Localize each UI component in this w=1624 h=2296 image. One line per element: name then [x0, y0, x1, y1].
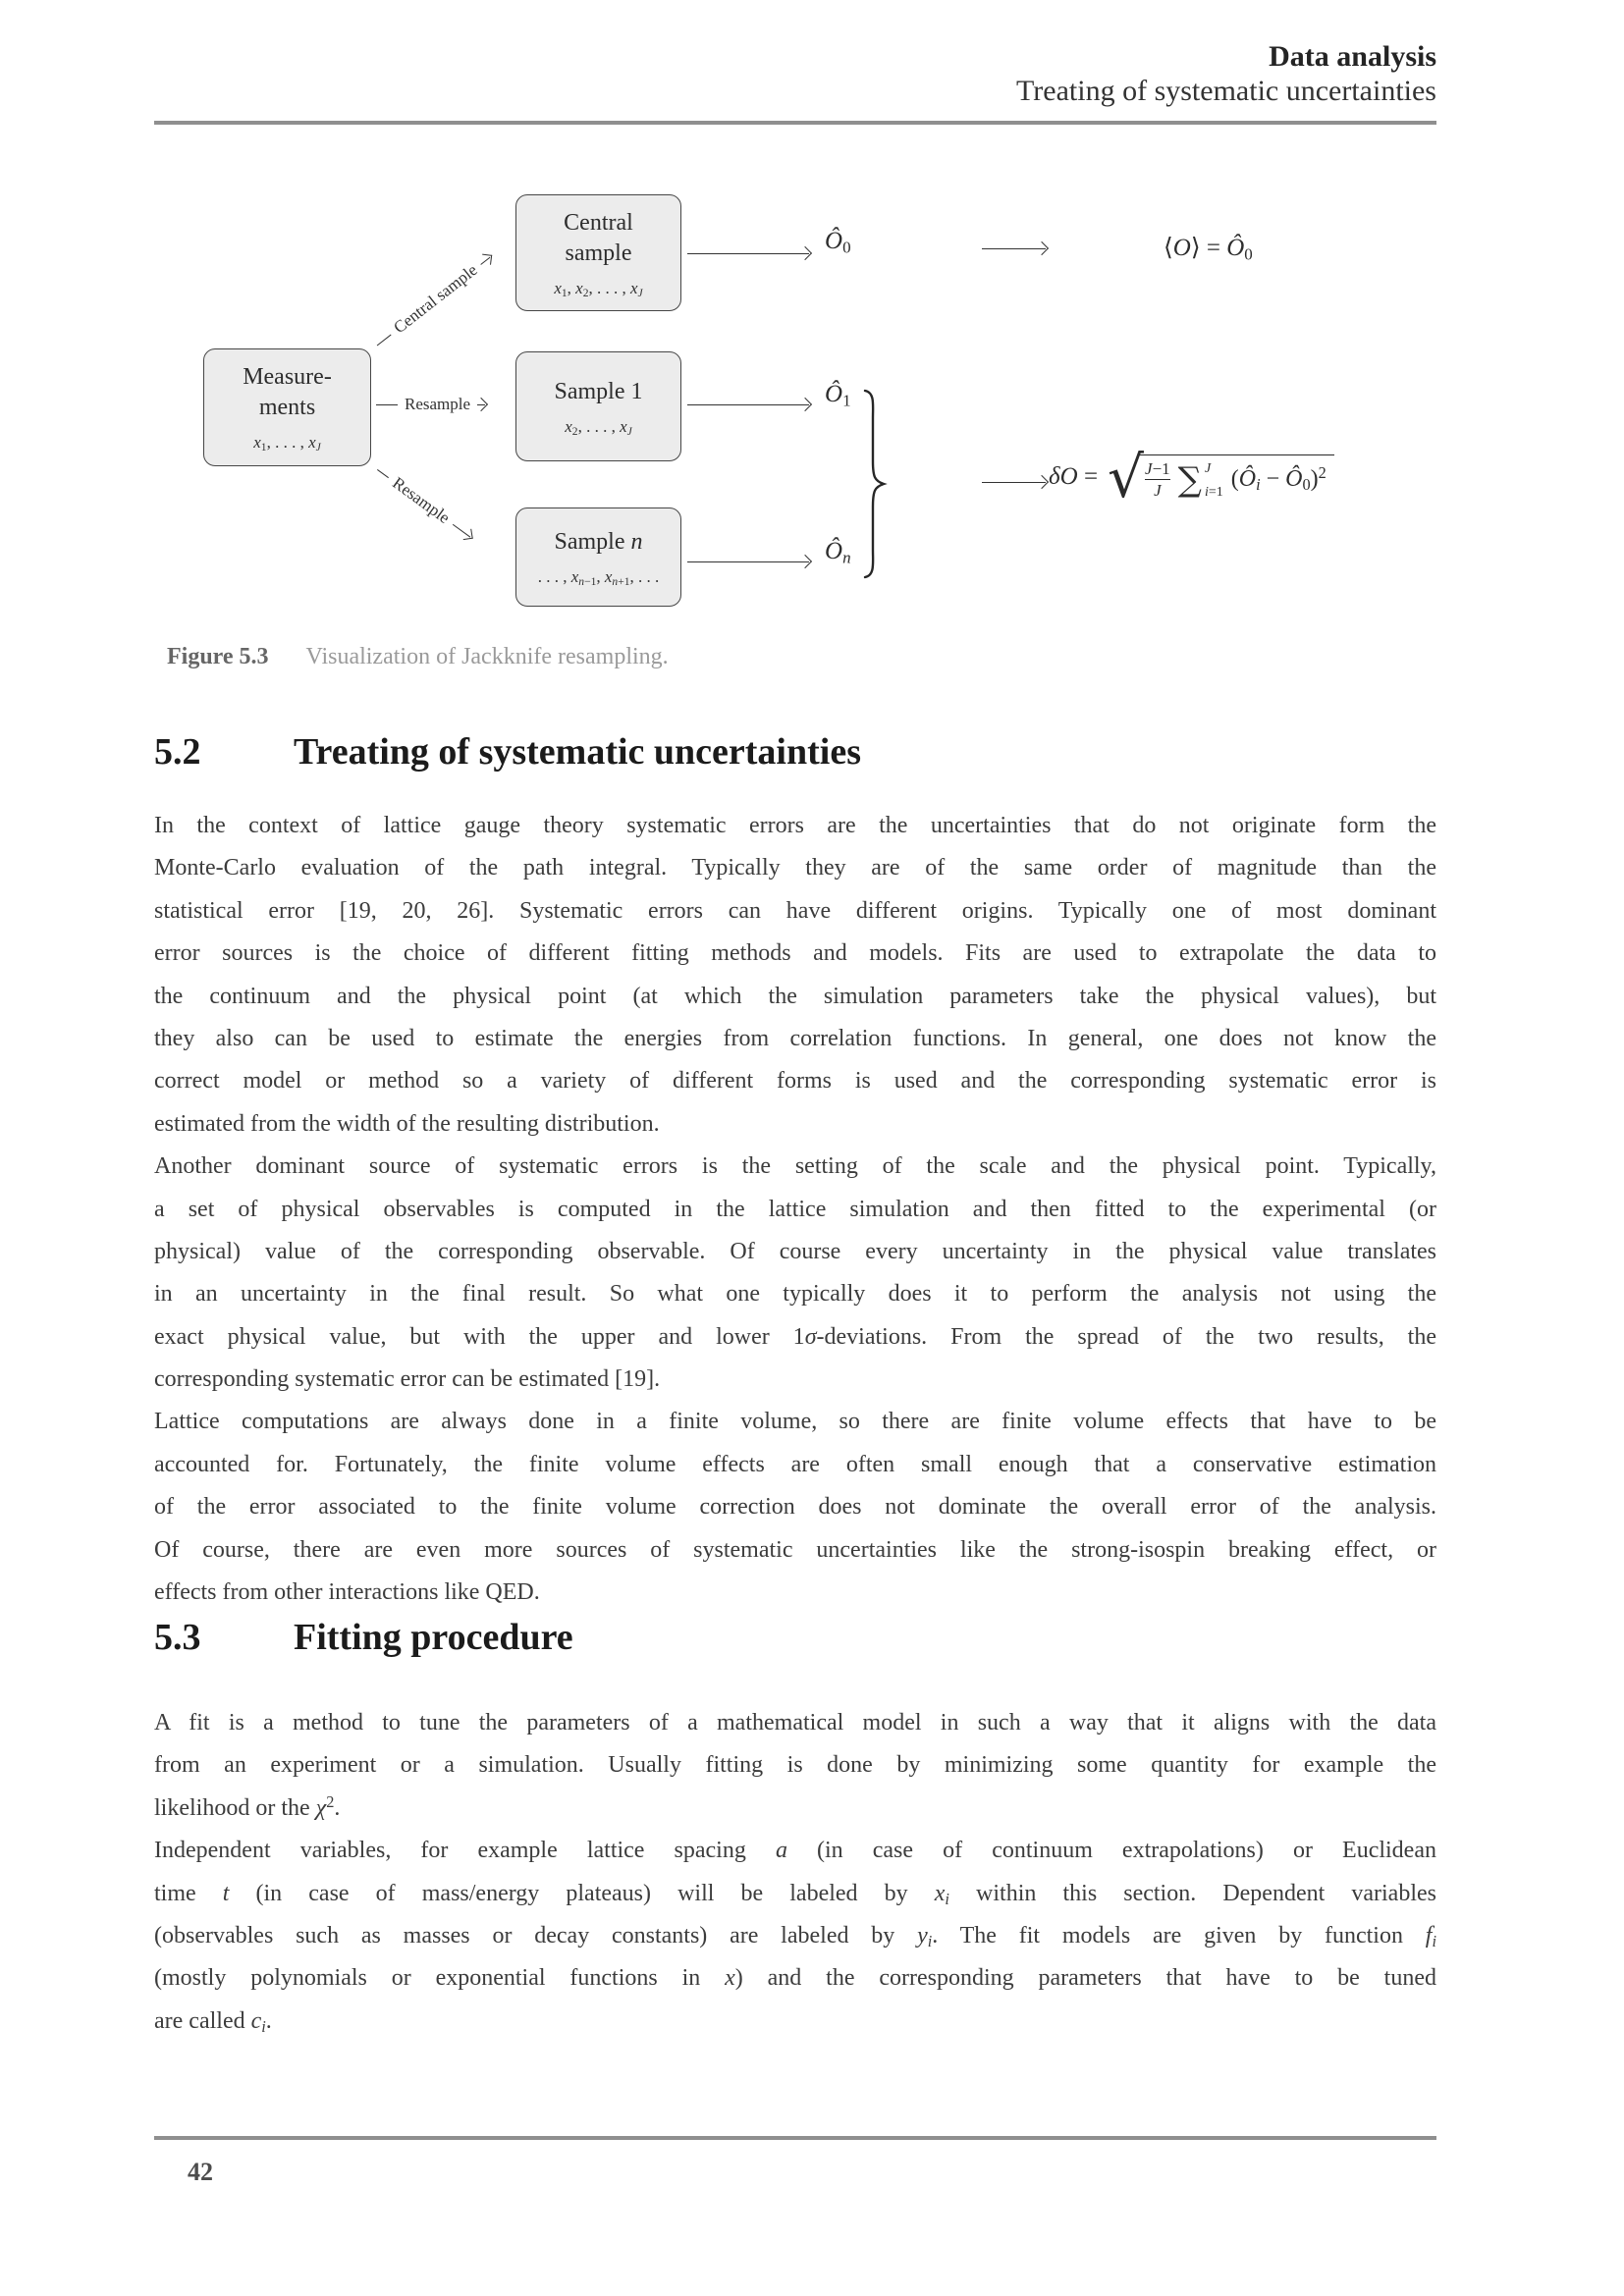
text-line: correct model or method so a variety of different forms is used and the corresponding systematic error is	[154, 1068, 1436, 1095]
section-5-3-body	[154, 1702, 1436, 2043]
central-box-title: Central	[564, 209, 633, 236]
text-line: Monte-Carlo evaluation of the path integral. Typically they are of the same order of magnitude than the	[154, 855, 1436, 881]
fraction-denominator: J	[1154, 481, 1162, 501]
arrow-samplen-to-on	[687, 554, 810, 569]
resample-edge-label: Resample	[405, 395, 471, 413]
arrowhead-icon	[461, 529, 472, 540]
resample-down-edge-label: Resample	[389, 473, 454, 528]
page-header	[154, 39, 1436, 108]
text-line: statistical error [19, 20, 26]. Systematic errors can have different origins. Typically one of most dominant	[154, 897, 1436, 924]
estimator-on: $Ô_n$	[825, 538, 851, 567]
text-line: physical) value of the corresponding observable. Of course every uncertainty in the physical value translates	[154, 1238, 1436, 1264]
implies-arrow-top	[982, 240, 1047, 256]
measurements-box-sub: $x_1$, . . . , $x_J$	[253, 433, 321, 454]
measurements-box-title2: ments	[258, 395, 316, 420]
text-line: A fit is a method to tune the parameters of a mathematical model in such a way that it aligns with the data	[154, 1710, 1436, 1735]
arrowhead-icon	[798, 555, 812, 568]
section-title: Fitting procedure	[294, 1617, 573, 1658]
section-number: 5.3	[154, 1617, 201, 1658]
text-line: of the error associated to the finite volume correction does not dominate the overall error of the analysis.	[154, 1494, 1436, 1521]
text-line: Lattice computations are always done in a finite volume, so there are finite volume effects that have to be	[154, 1409, 1436, 1435]
arrow-line	[687, 253, 809, 254]
text-line: exact physical value, but with the upper and lower 1σ-deviations. From the spread of the two results, the	[154, 1323, 1436, 1350]
text-line: Independent variables, for example lattice spacing a (in case of continuum extrapolations) or Euclidean	[154, 1838, 1436, 1864]
text-line: in an uncertainty in the final result. So what one typically does it to perform the analysis not using the	[154, 1281, 1436, 1308]
arrow-line	[687, 404, 809, 405]
page-number: 42	[188, 2158, 213, 2186]
edge-line	[376, 334, 391, 346]
sample-n-box-sub: . . . , $x_{n-1}$, $x_{n+1}$, . . .	[537, 567, 660, 588]
measurements-box-title: Measure-	[243, 364, 332, 390]
arrowhead-icon	[798, 246, 812, 260]
arrowhead-icon	[798, 398, 812, 411]
edge-line	[376, 404, 398, 405]
header-chapter-title: Data analysis	[1269, 40, 1436, 73]
mean-formula: ⟨O⟩ = $Ô_0$	[1164, 235, 1253, 264]
resample-edge-down	[372, 461, 506, 565]
section-5-2-body	[154, 805, 1436, 1614]
central-box-title2: sample	[565, 240, 632, 266]
text-line: time t (in case of mass/energy plateaus) will be labeled by $x_i$ within this section. Dependent variables	[154, 1880, 1436, 1908]
sample-1-box-sub: $x_2$, . . . , $x_J$	[565, 416, 632, 438]
text-line: accounted for. Fortunately, the finite volume effects are often small enough that a conservative estimation	[154, 1451, 1436, 1477]
sample-n-box-title: Sample n	[554, 529, 643, 555]
radicand	[1139, 454, 1334, 501]
delta-o-lhs: δO =	[1049, 463, 1099, 491]
header-rule	[154, 121, 1436, 125]
central-sample-box	[515, 194, 681, 311]
text-line: a set of physical observables is computed in the lattice simulation and then fitted to the experimental (or	[154, 1196, 1436, 1222]
fraction-numerator: J−1	[1145, 458, 1170, 478]
radical-sign: √	[1108, 444, 1145, 510]
text-line: corresponding systematic error can be estimated [19].	[154, 1366, 661, 1393]
text-line: effects from other interactions like QED.	[154, 1579, 540, 1606]
text-line: are called $c_i$.	[154, 2007, 272, 2036]
sample-n-box	[515, 507, 681, 607]
central-sample-edge-label: Central sample	[390, 260, 481, 338]
sample-1-box	[515, 351, 681, 461]
resample-edge-mid	[376, 395, 506, 414]
estimator-o1: $Ô_1$	[825, 381, 851, 410]
delta-o-formula	[1049, 444, 1334, 510]
text-line: (observables such as masses or decay constants) are labeled by $y_i$. The fit models are given by function $f_i$	[154, 1922, 1436, 1951]
figure-caption-text: Visualization of Jackknife resampling.	[305, 644, 669, 669]
summation	[1178, 460, 1223, 500]
text-line: Of course, there are even more sources of systematic uncertainties like the strong-isospin breaking effect, or	[154, 1536, 1436, 1563]
arrowhead-icon	[1035, 475, 1049, 489]
section-number: 5.2	[154, 731, 201, 773]
squared-deviation-term: ($Ô_i$ − $Ô_0)^2$	[1230, 462, 1326, 495]
sum-limits	[1205, 460, 1223, 500]
measurements-box	[203, 348, 371, 466]
fraction	[1145, 459, 1170, 501]
brace-icon	[860, 387, 888, 586]
arrow-line	[687, 561, 809, 562]
text-line: (mostly polynomials or exponential functions in x) and the corresponding parameters that have to be tuned	[154, 1965, 1436, 1992]
sample-1-box-title: Sample 1	[554, 378, 643, 404]
sum-upper-limit: J	[1204, 460, 1212, 476]
header-section-title: Treating of systematic uncertainties	[1016, 75, 1436, 107]
central-box-sub: $x_1$, $x_2$, . . . , $x_J$	[554, 278, 643, 299]
text-line: In the context of lattice gauge theory systematic errors are the uncertainties that do not originate form the	[154, 813, 1436, 838]
text-line: Another dominant source of systematic errors is the setting of the scale and the physical point. Typically,	[154, 1153, 1436, 1180]
text-line: from an experiment or a simulation. Usually fitting is done by minimizing some quantity for example the	[154, 1752, 1436, 1779]
fraction-bar	[1145, 479, 1170, 480]
estimator-o0: $Ô_0$	[825, 228, 851, 257]
sum-lower-limit: i=1	[1204, 484, 1223, 500]
section-title: Treating of systematic uncertainties	[294, 731, 861, 773]
footer-rule	[154, 2136, 1436, 2140]
text-line: likelihood or the $\chi^2$.	[154, 1791, 341, 1821]
arrow-sample1-to-o1	[687, 397, 810, 412]
arrowhead-icon	[1035, 241, 1049, 255]
implies-arrow-bottom	[982, 474, 1047, 490]
text-line: error sources is the choice of different fitting methods and models. Fits are used to extrapolate the data to	[154, 940, 1436, 967]
figure-caption-label: Figure 5.3	[167, 644, 269, 669]
arrowhead-icon	[481, 253, 492, 264]
edge-line	[377, 469, 389, 478]
text-line: estimated from the width of the resulting distribution.	[154, 1110, 660, 1137]
central-sample-edge	[371, 241, 506, 352]
sum-symbol: ∑	[1177, 459, 1202, 500]
text-line: they also can be used to estimate the energies from correlation functions. In general, one does not know the	[154, 1025, 1436, 1051]
arrow-central-to-o0	[687, 245, 810, 261]
text-line: the continuum and the physical point (at which the simulation parameters take the physical values), but	[154, 983, 1436, 1009]
figure-caption	[167, 640, 669, 673]
